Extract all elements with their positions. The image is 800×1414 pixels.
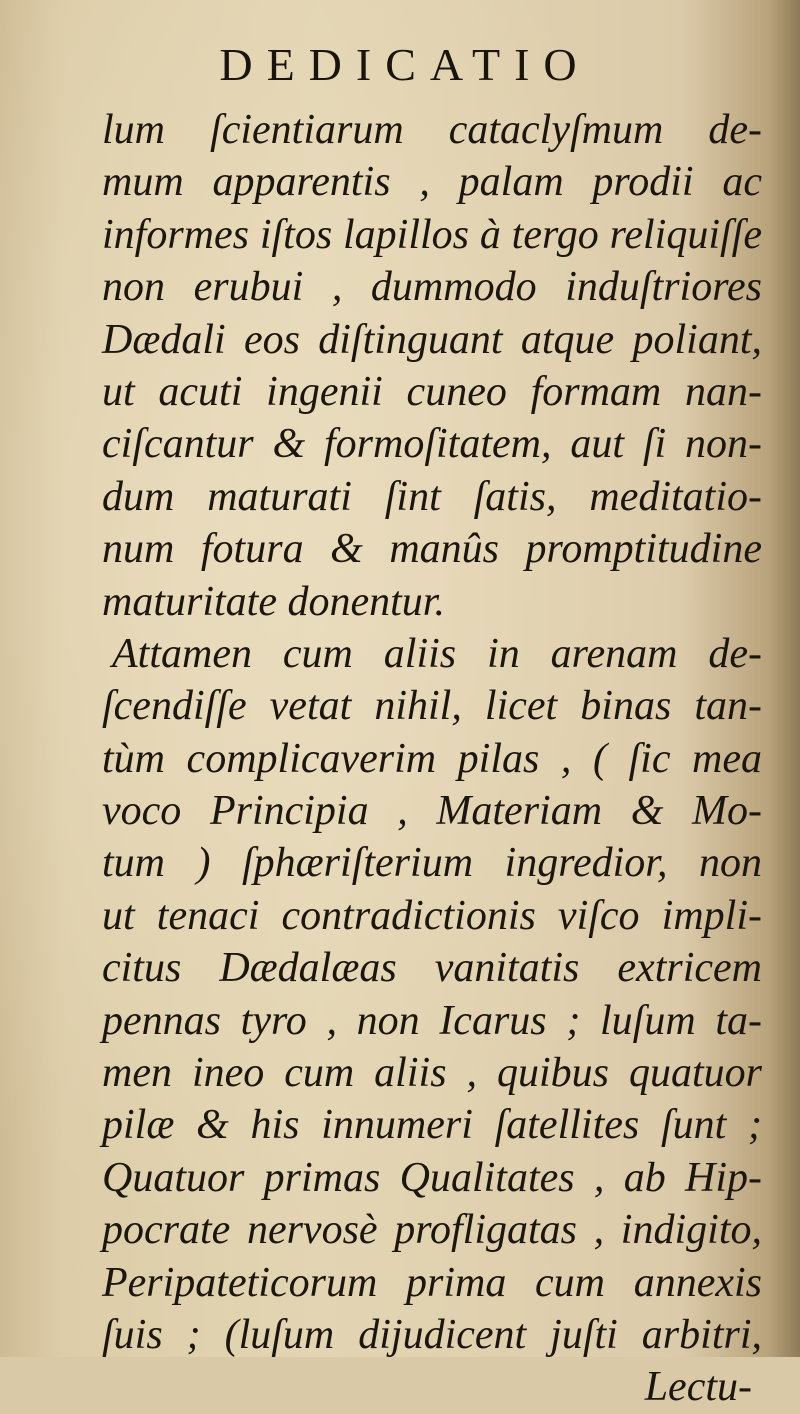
catchword: Lectu-	[644, 1364, 752, 1411]
text-line: ut acuti ingenii cuneo formam nan-	[102, 368, 762, 415]
text-line: num fotura & manûs promptitudine	[102, 526, 762, 573]
body-text	[102, 104, 762, 1414]
running-head: DEDICATIO	[219, 39, 591, 90]
text-line: mum apparentis , palam prodii ac	[102, 159, 762, 206]
text-line: non erubui , dummodo induſtriores	[102, 264, 762, 311]
text-line: Attamen cum aliis in arenam de-	[112, 630, 762, 677]
text-line: ciſcantur & formoſitatem, aut ſi non-	[102, 421, 762, 468]
text-line: pocrate nervosè profligatas , indigito,	[102, 1207, 762, 1254]
text-line: Peripateticorum prima cum annexis	[102, 1259, 762, 1306]
text-line: Dædali eos diſtinguant atque poliant,	[102, 316, 762, 363]
text-line: ut tenaci contradictionis viſco impli-	[102, 892, 762, 939]
text-line: men ineo cum aliis , quibus quatuor	[102, 1050, 762, 1097]
text-line: ſcendiſſe vetat nihil, licet binas tan-	[102, 683, 762, 730]
text-line: lum ſcientiarum cataclyſmum de-	[102, 107, 762, 153]
text-line: pilæ & his innumeri ſatellites ſunt ;	[102, 1102, 762, 1149]
text-line: pennas tyro , non Icarus ; luſum ta-	[102, 997, 762, 1044]
text-line: maturitate donentur.	[102, 578, 445, 625]
text-line: voco Principia , Materiam & Mo-	[102, 788, 762, 835]
text-line: tum ) ſphæriſterium ingredior, non	[102, 840, 762, 887]
text-line: ſuis ; (luſum dijudicent juſti arbitri,	[102, 1311, 762, 1358]
text-line: informes iſtos lapillos à tergo reliquiſſe	[102, 211, 762, 258]
text-line: dum maturati ſint ſatis, meditatio-	[102, 473, 762, 520]
text-line: citus Dædalæas vanitatis extricem	[102, 945, 762, 992]
text-line: Quatuor primas Qualitates , ab Hip-	[102, 1154, 762, 1201]
text-line: tùm complicaverim pilas , ( ſic mea	[102, 735, 762, 782]
